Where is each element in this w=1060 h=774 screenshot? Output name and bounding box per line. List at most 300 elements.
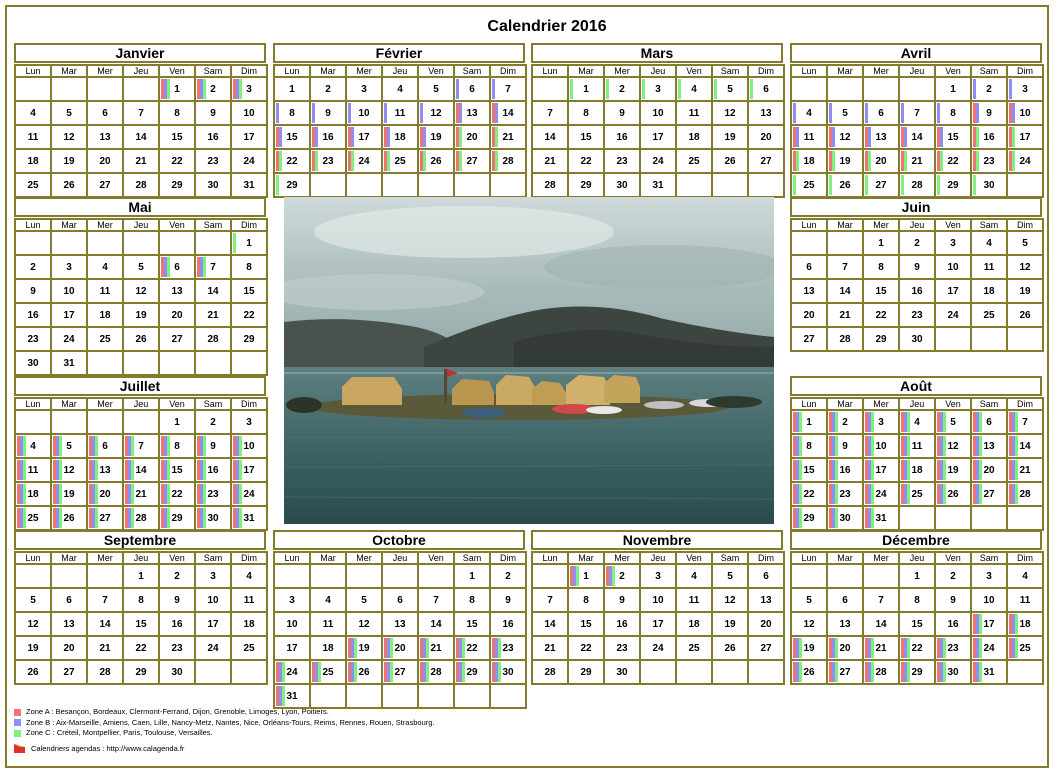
day-cell — [712, 101, 748, 125]
day-number: 30 — [27, 357, 39, 369]
day-cell — [1007, 149, 1043, 173]
weekday-header: Mer — [863, 219, 899, 231]
day-number: 5 — [66, 107, 72, 119]
day-cell — [1007, 588, 1043, 612]
zone-c-holiday-marker — [203, 79, 206, 99]
day-number: 24 — [286, 666, 298, 678]
weekday-header: Jeu — [899, 219, 935, 231]
day-cell — [418, 660, 454, 684]
day-cell — [827, 101, 863, 125]
day-cell — [274, 173, 310, 197]
day-number: 26 — [27, 666, 39, 678]
zone-b-holiday-marker — [351, 127, 354, 147]
day-number: 3 — [246, 416, 252, 428]
weekday-header: Mer — [604, 65, 640, 77]
day-number: 28 — [544, 179, 556, 191]
zone-c-holiday-marker — [167, 79, 170, 99]
day-number: 17 — [358, 131, 370, 143]
day-cell — [863, 327, 899, 351]
day-cell — [51, 612, 87, 636]
day-number: 29 — [466, 666, 478, 678]
day-number: 1 — [583, 570, 589, 582]
day-number: 17 — [947, 285, 959, 297]
month-name: Décembre — [790, 530, 1042, 550]
day-cell — [123, 660, 159, 684]
day-number: 10 — [358, 107, 370, 119]
day-cell — [604, 125, 640, 149]
day-cell — [490, 660, 526, 684]
day-cell — [1007, 101, 1043, 125]
zone-c-holiday-marker — [167, 436, 170, 456]
day-cell — [604, 660, 640, 684]
day-cell — [51, 255, 87, 279]
day-number: 12 — [1019, 261, 1031, 273]
day-cell — [159, 458, 195, 482]
zone-c-holiday-marker — [943, 412, 946, 432]
day-number: 7 — [210, 261, 216, 273]
day-number: 10 — [243, 107, 255, 119]
day-number: 8 — [806, 440, 812, 452]
day-number: 23 — [27, 333, 39, 345]
day-number: 30 — [839, 512, 851, 524]
day-number: 12 — [358, 618, 370, 630]
day-cell — [51, 482, 87, 506]
day-cell — [863, 101, 899, 125]
day-number: 27 — [760, 155, 772, 167]
day-number: 27 — [171, 333, 183, 345]
day-number: 21 — [99, 642, 111, 654]
day-cell — [791, 458, 827, 482]
day-number: 14 — [544, 131, 556, 143]
day-cell — [195, 458, 231, 482]
zone-b-holiday-marker — [387, 127, 390, 147]
day-cell — [123, 588, 159, 612]
day-cell — [899, 255, 935, 279]
day-number: 2 — [210, 83, 216, 95]
month-fevrier — [273, 43, 525, 198]
day-cell — [51, 327, 87, 351]
zone-c-holiday-marker — [835, 484, 838, 504]
day-number: 1 — [583, 83, 589, 95]
zone-c-holiday-marker — [167, 508, 170, 528]
day-cell — [15, 434, 51, 458]
day-number: 11 — [983, 261, 995, 273]
day-number: 23 — [207, 488, 219, 500]
day-number: 31 — [63, 357, 75, 369]
zone-b-holiday-marker — [937, 103, 940, 123]
zone-b-holiday-marker — [279, 127, 282, 147]
day-cell — [159, 125, 195, 149]
day-cell — [791, 149, 827, 173]
zone-c-holiday-marker — [318, 662, 321, 682]
day-number: 10 — [652, 594, 664, 606]
day-cell — [712, 77, 748, 101]
day-number: 25 — [688, 642, 700, 654]
day-cell — [1007, 77, 1043, 101]
zone-c-holiday-marker — [714, 79, 717, 99]
day-cell — [971, 458, 1007, 482]
day-number: 17 — [983, 618, 995, 630]
day-number: 8 — [289, 107, 295, 119]
day-number: 12 — [724, 107, 736, 119]
day-cell — [971, 564, 1007, 588]
day-cell — [87, 660, 123, 684]
day-cell — [971, 101, 1007, 125]
day-cell — [827, 588, 863, 612]
day-cell — [827, 303, 863, 327]
day-cell — [899, 410, 935, 434]
day-cell — [87, 434, 123, 458]
day-number: 15 — [875, 285, 887, 297]
month-decembre — [790, 530, 1042, 685]
zone-c-holiday-marker — [829, 175, 832, 195]
day-cell — [490, 636, 526, 660]
day-cell — [935, 458, 971, 482]
zone-c-holiday-marker — [865, 175, 868, 195]
day-cell — [791, 173, 827, 197]
day-number: 10 — [875, 440, 887, 452]
day-cell — [159, 149, 195, 173]
day-cell — [863, 636, 899, 660]
day-number: 1 — [914, 570, 920, 582]
weekday-header: Mar — [51, 552, 87, 564]
day-number: 29 — [875, 333, 887, 345]
day-number: 4 — [397, 83, 403, 95]
day-cell — [935, 410, 971, 434]
zone-c-holiday-marker — [495, 151, 498, 171]
day-number: 20 — [394, 642, 406, 654]
zone-c-holiday-marker — [1012, 151, 1015, 171]
day-cell — [863, 173, 899, 197]
day-number: 4 — [246, 570, 252, 582]
empty-cell — [159, 231, 195, 255]
day-cell — [454, 77, 490, 101]
legend-zone-c-text: Zone C : Créteil, Montpellier, Paris, Toulouse, Versailles. — [26, 728, 213, 737]
day-cell — [568, 173, 604, 197]
empty-cell — [971, 327, 1007, 351]
weekday-header: Ven — [935, 398, 971, 410]
zone-c-holiday-marker — [1015, 460, 1018, 480]
day-number: 4 — [914, 416, 920, 428]
day-number: 4 — [806, 107, 812, 119]
weekday-header: Lun — [532, 65, 568, 77]
weekday-header: Sam — [195, 219, 231, 231]
day-number: 28 — [430, 666, 442, 678]
day-cell — [195, 303, 231, 327]
empty-cell — [863, 77, 899, 101]
day-number: 31 — [875, 512, 887, 524]
empty-cell — [1007, 506, 1043, 530]
day-number: 4 — [30, 440, 36, 452]
day-number: 21 — [135, 488, 147, 500]
day-number: 17 — [652, 131, 664, 143]
day-cell — [195, 279, 231, 303]
day-cell — [863, 410, 899, 434]
day-cell — [310, 588, 346, 612]
day-cell — [791, 660, 827, 684]
day-number: 28 — [544, 666, 556, 678]
day-cell — [123, 255, 159, 279]
zone-b-holiday-marker — [1009, 79, 1012, 99]
day-number: 5 — [842, 107, 848, 119]
weekday-header: Lun — [15, 65, 51, 77]
weekday-header: Ven — [935, 552, 971, 564]
day-number: 9 — [210, 440, 216, 452]
day-cell — [748, 77, 784, 101]
day-cell — [346, 125, 382, 149]
weekday-header: Lun — [15, 398, 51, 410]
empty-cell — [346, 173, 382, 197]
day-cell — [15, 588, 51, 612]
zone-c-holiday-marker — [315, 151, 318, 171]
weekday-header: Dim — [231, 65, 267, 77]
day-cell — [51, 434, 87, 458]
day-number: 16 — [839, 464, 851, 476]
weekday-header: Sam — [971, 552, 1007, 564]
day-number: 22 — [286, 155, 298, 167]
day-number: 7 — [138, 440, 144, 452]
day-number: 18 — [688, 131, 700, 143]
month-grid — [14, 551, 268, 685]
day-number: 14 — [839, 285, 851, 297]
weekday-header: Dim — [1007, 552, 1043, 564]
empty-cell — [827, 564, 863, 588]
lake-islands-photo — [284, 197, 774, 524]
day-cell — [971, 636, 1007, 660]
month-grid — [273, 64, 527, 198]
day-cell — [640, 149, 676, 173]
day-cell — [971, 410, 1007, 434]
zone-b-holiday-marker — [492, 79, 495, 99]
weekday-header: Ven — [676, 65, 712, 77]
day-number: 18 — [394, 131, 406, 143]
day-cell — [676, 125, 712, 149]
zone-c-holiday-marker — [1012, 127, 1015, 147]
day-cell — [791, 101, 827, 125]
day-cell — [827, 482, 863, 506]
zone-c-holiday-marker — [1015, 484, 1018, 504]
day-number: 17 — [652, 618, 664, 630]
day-cell — [310, 77, 346, 101]
empty-cell — [971, 506, 1007, 530]
day-cell — [382, 588, 418, 612]
zone-c-holiday-marker — [351, 151, 354, 171]
day-number: 30 — [616, 666, 628, 678]
day-cell — [1007, 279, 1043, 303]
day-cell — [51, 279, 87, 303]
day-number: 15 — [286, 131, 298, 143]
day-cell — [418, 149, 454, 173]
day-cell — [159, 506, 195, 530]
zone-c-holiday-marker — [976, 127, 979, 147]
day-number: 20 — [171, 309, 183, 321]
zone-c-holiday-marker — [354, 662, 357, 682]
day-cell — [935, 231, 971, 255]
month-name: Juin — [790, 197, 1042, 217]
day-number: 15 — [947, 131, 959, 143]
day-number: 29 — [911, 666, 923, 678]
month-octobre — [273, 530, 525, 709]
empty-cell — [827, 77, 863, 101]
zone-b-holiday-marker — [796, 127, 799, 147]
day-number: 26 — [947, 488, 959, 500]
day-number: 22 — [947, 155, 959, 167]
day-number: 2 — [914, 237, 920, 249]
day-cell — [1007, 612, 1043, 636]
day-number: 11 — [803, 131, 815, 143]
day-number: 24 — [652, 642, 664, 654]
day-cell — [195, 506, 231, 530]
day-number: 9 — [30, 285, 36, 297]
day-number: 11 — [27, 131, 39, 143]
month-grid — [790, 64, 1044, 198]
zone-c-holiday-marker — [979, 436, 982, 456]
day-cell — [748, 125, 784, 149]
day-cell — [382, 612, 418, 636]
day-cell — [899, 588, 935, 612]
day-cell — [310, 636, 346, 660]
day-number: 30 — [171, 666, 183, 678]
legend-zone-a — [14, 707, 435, 718]
day-number: 22 — [243, 309, 255, 321]
day-cell — [87, 255, 123, 279]
day-number: 19 — [63, 155, 75, 167]
day-cell — [123, 149, 159, 173]
day-number: 18 — [803, 155, 815, 167]
day-number: 16 — [207, 131, 219, 143]
day-cell — [274, 77, 310, 101]
day-number: 22 — [171, 488, 183, 500]
month-name: Août — [790, 376, 1042, 396]
zone-c-holiday-marker — [167, 257, 170, 277]
day-number: 29 — [135, 666, 147, 678]
weekday-header: Dim — [231, 219, 267, 231]
day-cell — [310, 149, 346, 173]
zone-c-holiday-marker — [387, 151, 390, 171]
day-cell — [231, 482, 267, 506]
day-cell — [490, 101, 526, 125]
weekday-header: Jeu — [640, 65, 676, 77]
empty-cell — [748, 173, 784, 197]
zone-c-holiday-marker — [498, 638, 501, 658]
weekday-header: Dim — [1007, 219, 1043, 231]
day-number: 15 — [466, 618, 478, 630]
empty-cell — [123, 231, 159, 255]
day-number: 18 — [27, 155, 39, 167]
day-cell — [346, 149, 382, 173]
empty-cell — [123, 77, 159, 101]
day-cell — [382, 125, 418, 149]
zone-c-holiday-marker — [1015, 614, 1018, 634]
empty-cell — [382, 684, 418, 708]
empty-cell — [640, 660, 676, 684]
day-number: 8 — [583, 107, 589, 119]
empty-cell — [87, 231, 123, 255]
day-number: 9 — [619, 594, 625, 606]
month-grid — [531, 551, 785, 685]
day-cell — [382, 101, 418, 125]
weekday-header: Lun — [532, 552, 568, 564]
day-number: 10 — [207, 594, 219, 606]
day-cell — [863, 612, 899, 636]
zone-c-holiday-marker — [907, 460, 910, 480]
day-cell — [935, 101, 971, 125]
zone-c-holiday-marker — [459, 127, 462, 147]
day-number: 31 — [243, 512, 255, 524]
day-number: 5 — [950, 416, 956, 428]
zone-c-holiday-marker — [976, 151, 979, 171]
day-cell — [971, 255, 1007, 279]
day-cell — [712, 636, 748, 660]
weekday-header: Mer — [863, 65, 899, 77]
day-cell — [51, 173, 87, 197]
weekday-header: Jeu — [640, 552, 676, 564]
day-cell — [863, 660, 899, 684]
day-number: 16 — [207, 464, 219, 476]
day-number: 26 — [430, 155, 442, 167]
zone-c-holiday-marker — [904, 151, 907, 171]
day-number: 1 — [174, 83, 180, 95]
day-number: 28 — [135, 512, 147, 524]
day-cell — [418, 588, 454, 612]
empty-cell — [87, 410, 123, 434]
weekday-header: Jeu — [123, 398, 159, 410]
empty-cell — [274, 564, 310, 588]
day-number: 4 — [691, 83, 697, 95]
day-number: 10 — [983, 594, 995, 606]
zone-c-holiday-marker — [979, 484, 982, 504]
day-cell — [791, 612, 827, 636]
day-number: 21 — [207, 309, 219, 321]
zone-c-holiday-marker — [907, 484, 910, 504]
day-cell — [87, 506, 123, 530]
zone-b-holiday-marker — [420, 103, 423, 123]
zone-c-holiday-marker — [907, 662, 910, 682]
zone-c-holiday-marker — [95, 460, 98, 480]
empty-cell — [382, 564, 418, 588]
day-cell — [159, 588, 195, 612]
day-number: 7 — [547, 594, 553, 606]
day-number: 27 — [63, 666, 75, 678]
day-cell — [827, 125, 863, 149]
day-number: 7 — [914, 107, 920, 119]
zone-b-holiday-marker — [348, 103, 351, 123]
day-number: 23 — [322, 155, 334, 167]
day-number: 30 — [207, 179, 219, 191]
day-cell — [310, 101, 346, 125]
day-number: 12 — [724, 594, 736, 606]
zone-c-holiday-marker — [943, 662, 946, 682]
zone-b-holiday-marker — [904, 127, 907, 147]
day-number: 24 — [243, 488, 255, 500]
legend-credit-text[interactable]: Calendriers agendas : http://www.calagenda.fr — [31, 743, 185, 753]
day-number: 20 — [803, 309, 815, 321]
day-number: 21 — [911, 155, 923, 167]
day-cell — [604, 173, 640, 197]
day-cell — [454, 149, 490, 173]
zone-c-holiday-marker — [203, 460, 206, 480]
zone-b-holiday-marker — [456, 79, 459, 99]
day-number: 13 — [466, 107, 478, 119]
day-cell — [827, 279, 863, 303]
empty-cell — [159, 351, 195, 375]
weekday-header: Jeu — [123, 219, 159, 231]
empty-cell — [827, 231, 863, 255]
weekday-header: Ven — [159, 398, 195, 410]
zone-c-holiday-marker — [979, 662, 982, 682]
day-number: 21 — [135, 155, 147, 167]
day-cell — [568, 101, 604, 125]
